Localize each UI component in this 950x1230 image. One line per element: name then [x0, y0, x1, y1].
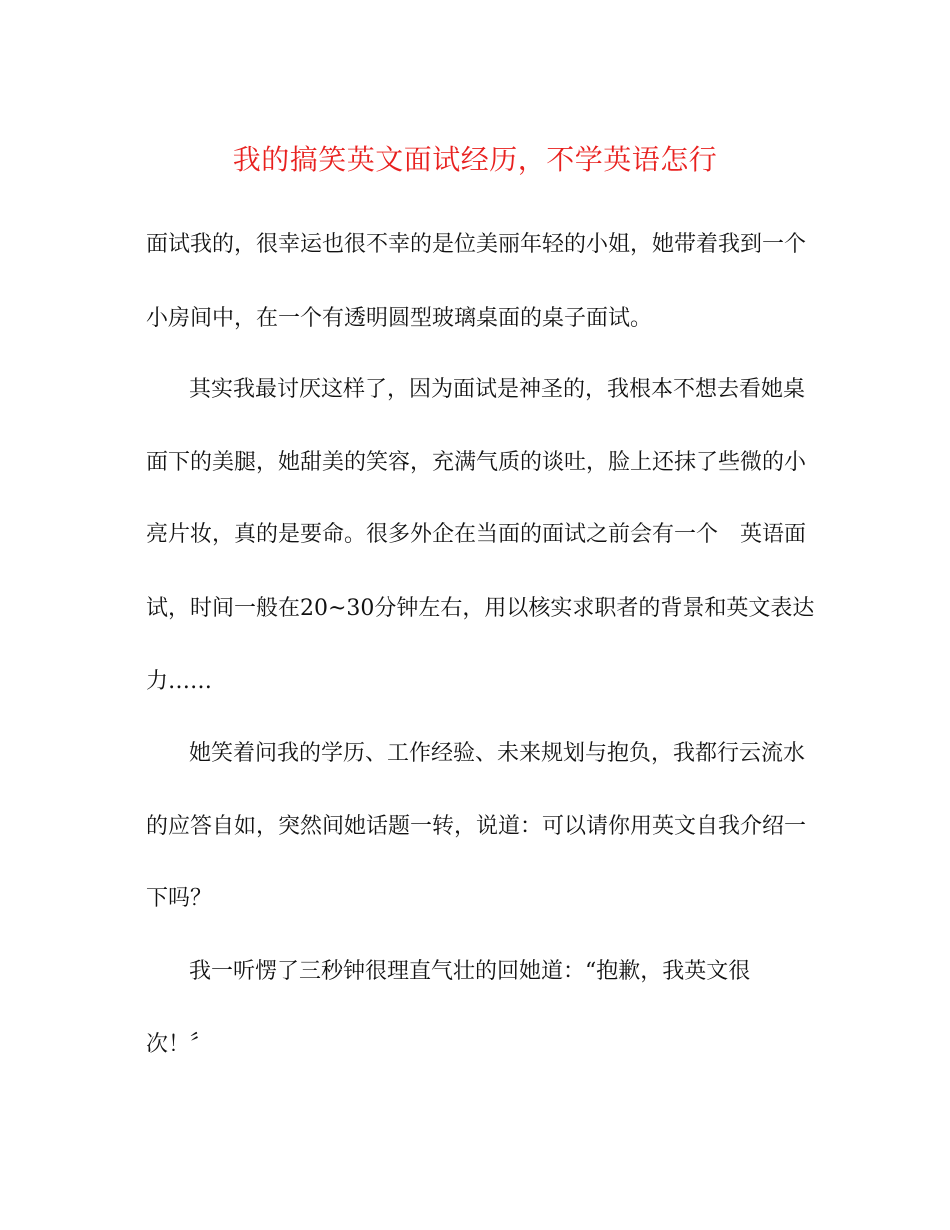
paragraph-line: 面下的美腿，她甜美的笑容，充满气质的谈吐，脸上还抹了些微的小	[146, 450, 807, 475]
paragraph-line: 试，时间一般在20~30分钟左右，用以核实求职者的背景和英文表达	[146, 596, 815, 621]
paragraph-line: 力……	[146, 669, 213, 694]
paragraph-line: 亮片妆，真的是要命。很多外企在当面的面试之前会有一个 英语面	[146, 522, 807, 547]
paragraph-line: 的应答自如，突然间她话题一转，说道：可以请你用英文自我介绍一	[146, 814, 807, 839]
paragraph-line: 次！〞	[146, 1032, 213, 1057]
paragraph-line: 面试我的，很幸运也很不幸的是位美丽年轻的小姐，她带着我到一个	[146, 232, 807, 257]
paragraph-line: 她笑着问我的学历、工作经验、未来规划与抱负，我都行云流水	[189, 741, 806, 766]
document-title: 我的搞笑英文面试经历，不学英语怎行	[232, 143, 718, 176]
paragraph-line: 小房间中，在一个有透明圆型玻璃桌面的桌子面试。	[146, 306, 653, 331]
paragraph-line: 下吗？	[146, 886, 213, 911]
paragraph-line: 我一听愣了三秒钟很理直气壮的回她道：“抱歉，我英文很	[189, 959, 751, 984]
paragraph-line: 其实我最讨厌这样了，因为面试是神圣的，我根本不想去看她桌	[189, 377, 806, 402]
